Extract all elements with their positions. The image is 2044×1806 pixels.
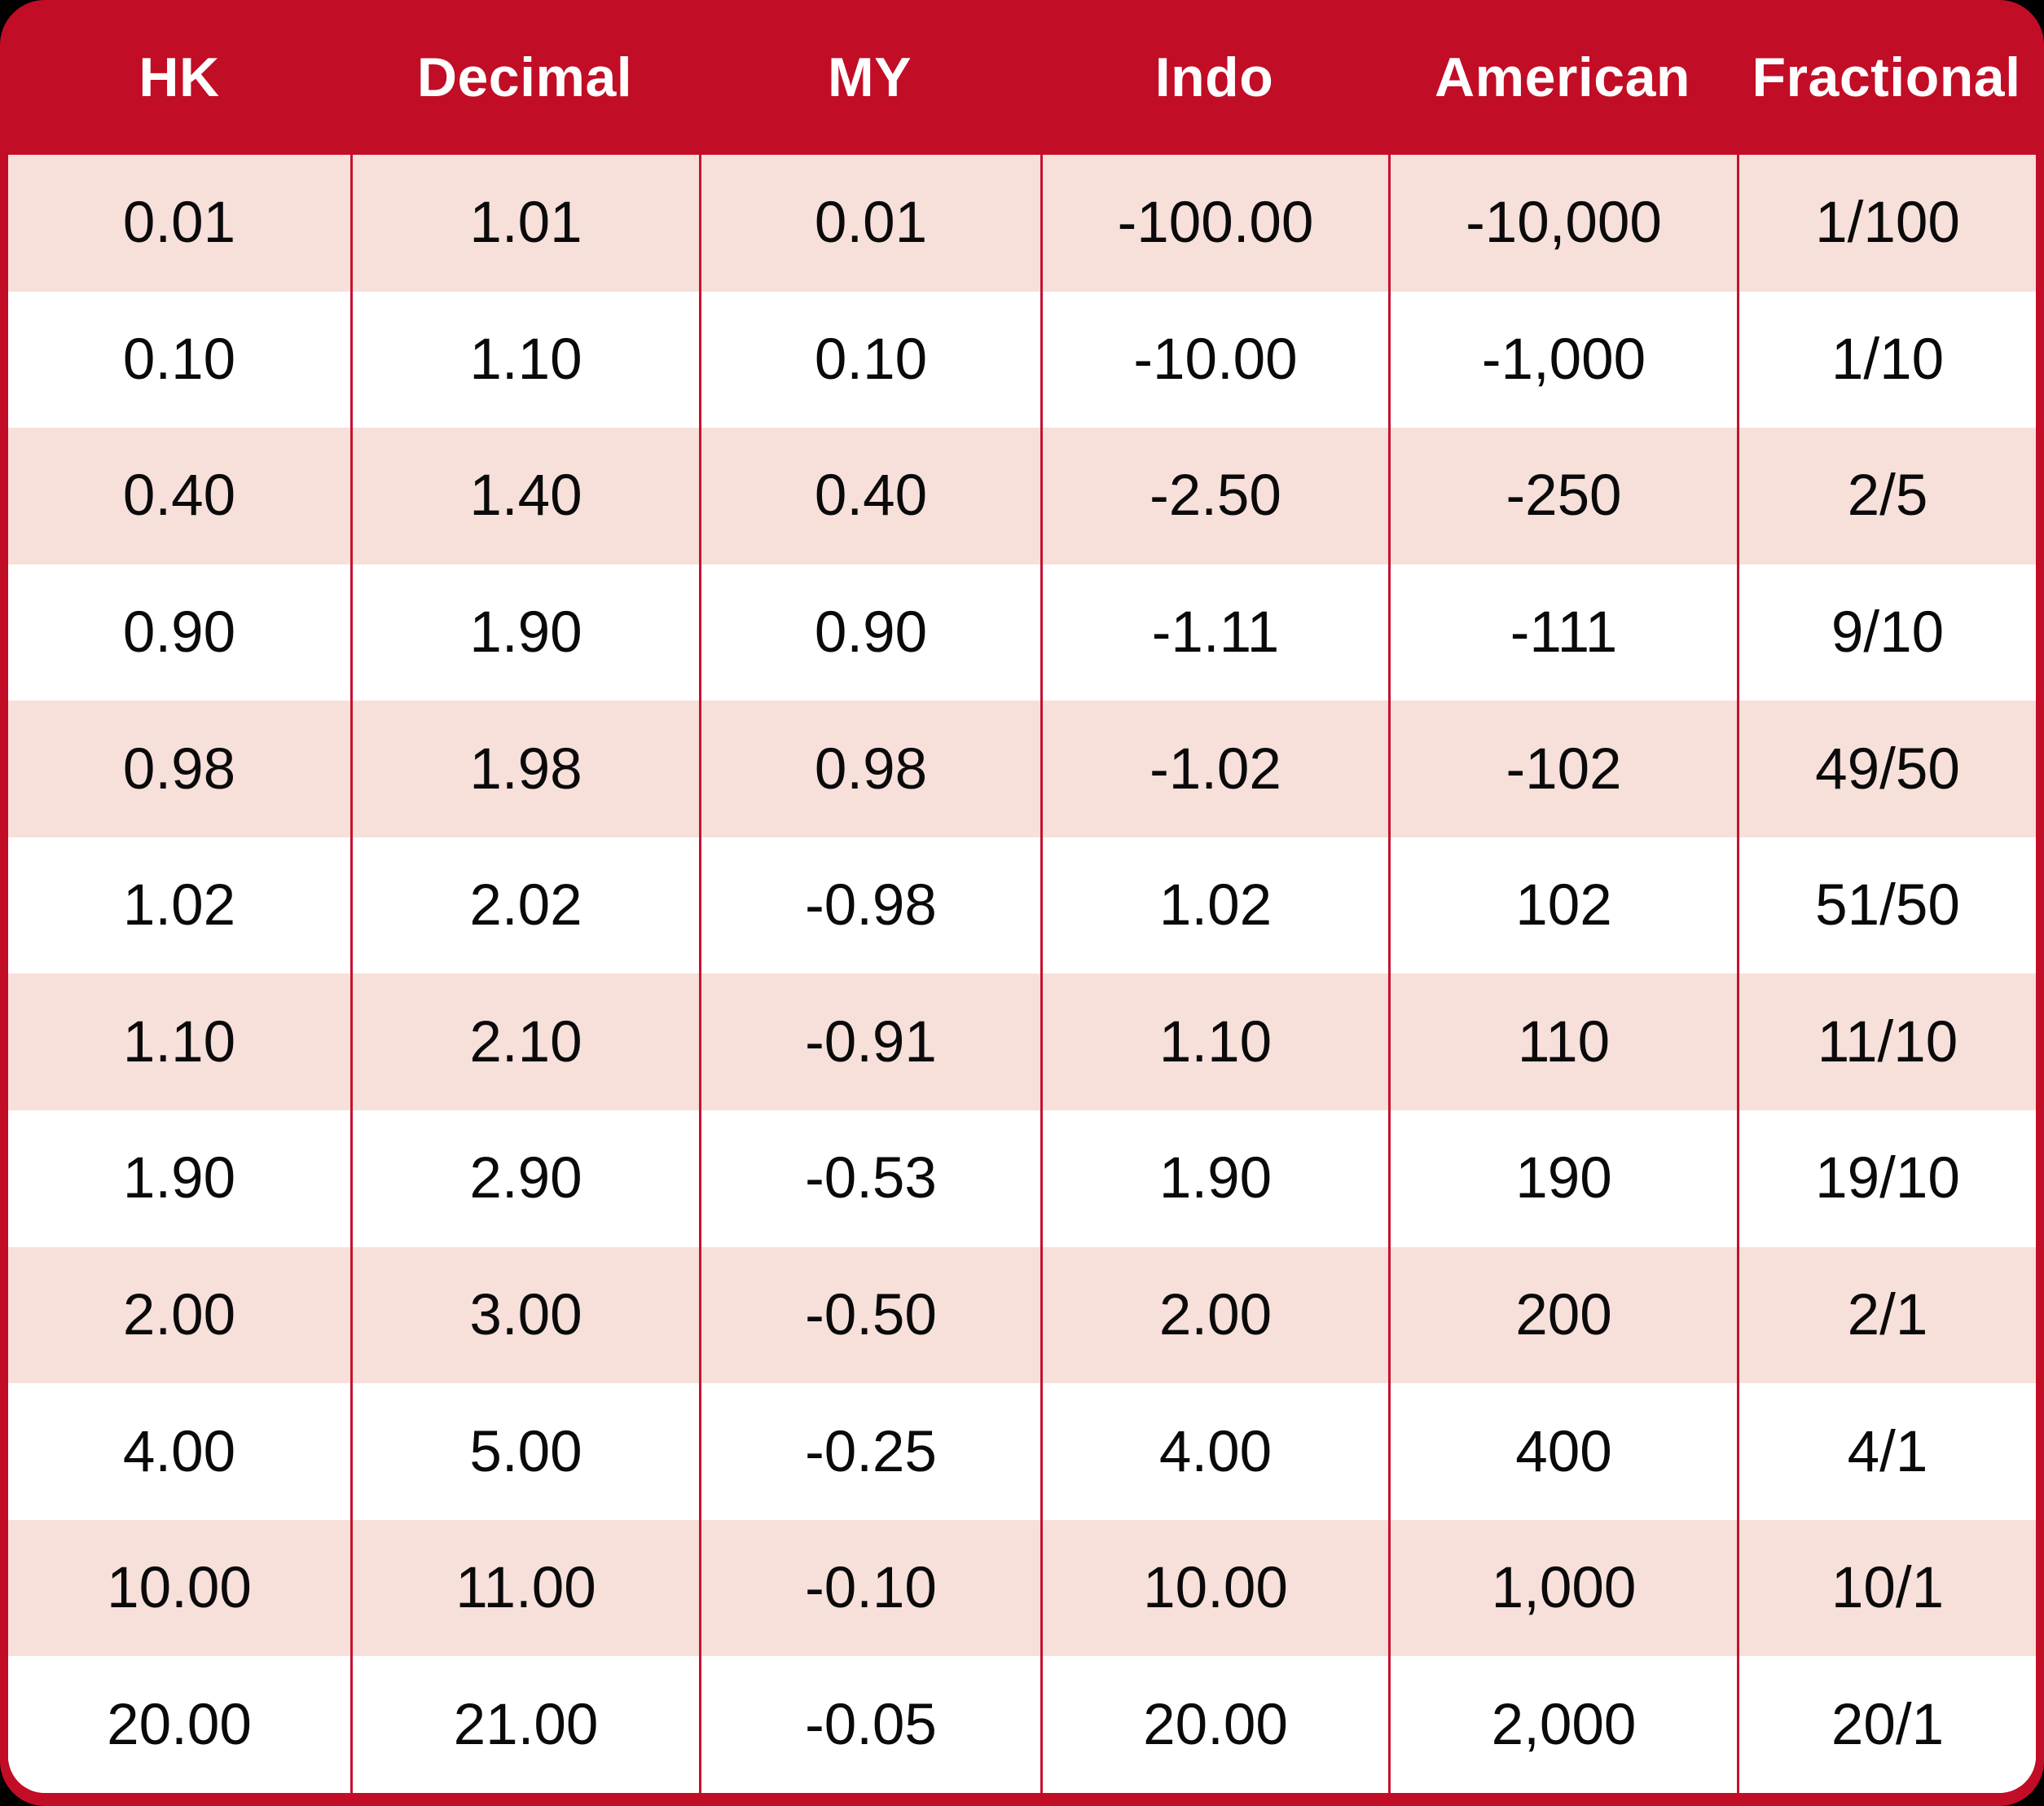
table-cell: 102 (1388, 837, 1737, 974)
table-cell: 2/5 (1737, 428, 2036, 565)
table-row (8, 155, 2036, 292)
table-cell: 1.90 (350, 565, 699, 701)
table-cell: 0.98 (699, 701, 1040, 837)
table-row (8, 292, 2036, 428)
table-row (8, 1520, 2036, 1657)
table-cell: 1.10 (1040, 973, 1388, 1110)
table-cell: 4/1 (1737, 1383, 2036, 1520)
table-cell: 1/100 (1737, 155, 2036, 292)
table-cell: 1.01 (350, 155, 699, 292)
table-cell: 21.00 (350, 1656, 699, 1793)
table-cell: 400 (1388, 1383, 1737, 1520)
table-cell: 0.01 (699, 155, 1040, 292)
table-cell: 0.01 (122, 191, 236, 256)
table-cell: 1.98 (350, 701, 699, 837)
table-cell: 0.10 (699, 292, 1040, 428)
table-body (8, 155, 2036, 1793)
table-cell: 2.00 (122, 1282, 236, 1347)
table-cell: 2,000 (1388, 1656, 1737, 1793)
table-cell: 0.10 (122, 327, 236, 392)
table-cell: 20/1 (1737, 1656, 2036, 1793)
table-cell: -0.53 (699, 1110, 1040, 1247)
column-header-indo: Indo (1154, 46, 1274, 108)
table-cell: 1/10 (1737, 292, 2036, 428)
table-cell: -111 (1388, 565, 1737, 701)
column-header-decimal: Decimal (416, 46, 633, 108)
table-row (8, 1656, 2036, 1793)
table-cell: -0.05 (699, 1656, 1040, 1793)
table-cell: 20.00 (1040, 1656, 1388, 1793)
table-cell: 1,000 (1388, 1520, 1737, 1657)
table-cell: -1,000 (1388, 292, 1737, 428)
table-cell: 11/10 (1737, 973, 2036, 1110)
column-header-american: American (1435, 46, 1690, 108)
table-cell: 11.00 (350, 1520, 699, 1657)
table-row (8, 1383, 2036, 1520)
table-cell: 2.02 (350, 837, 699, 974)
table-cell: -0.91 (699, 973, 1040, 1110)
table-cell: -10.00 (1040, 292, 1388, 428)
table-cell: 0.90 (122, 600, 236, 666)
table-cell: 4.00 (1040, 1383, 1388, 1520)
table-cell: 2/1 (1737, 1247, 2036, 1384)
table-cell: 1.02 (122, 873, 236, 938)
table-cell: 10.00 (1040, 1520, 1388, 1657)
table-cell: 20.00 (107, 1692, 252, 1757)
table-cell: 2.00 (1040, 1247, 1388, 1384)
table-cell: 1.10 (350, 292, 699, 428)
table-cell: -0.10 (699, 1520, 1040, 1657)
table-cell: -0.98 (699, 837, 1040, 974)
column-header-hk: HK (138, 46, 220, 108)
table-row (8, 837, 2036, 974)
table-cell: -102 (1388, 701, 1737, 837)
table-cell: 2.90 (350, 1110, 699, 1247)
table-cell: 5.00 (350, 1383, 699, 1520)
table-row (8, 973, 2036, 1110)
table-cell: 51/50 (1737, 837, 2036, 974)
table-cell: 0.98 (122, 736, 236, 802)
table-cell: -2.50 (1040, 428, 1388, 565)
table-cell: 1.90 (122, 1146, 236, 1211)
table-cell: -250 (1388, 428, 1737, 565)
table-cell: 0.90 (699, 565, 1040, 701)
column-header-my: MY (828, 46, 912, 108)
table-cell: 10/1 (1737, 1520, 2036, 1657)
column-header-fractional: Fractional (1752, 46, 2021, 108)
table-row (8, 428, 2036, 565)
table-row (8, 1247, 2036, 1384)
table-cell: -10,000 (1388, 155, 1737, 292)
table-cell: 1.40 (350, 428, 699, 565)
table-cell: -1.11 (1040, 565, 1388, 701)
table-cell: 1.02 (1040, 837, 1388, 974)
table-cell: 0.40 (122, 464, 236, 529)
table-cell: 190 (1388, 1110, 1737, 1247)
table-header (8, 0, 2036, 155)
table-cell: -1.02 (1040, 701, 1388, 837)
table-cell: 19/10 (1737, 1110, 2036, 1247)
table-cell: -100.00 (1040, 155, 1388, 292)
table-row (8, 565, 2036, 701)
table-cell: 49/50 (1737, 701, 2036, 837)
table-cell: 4.00 (122, 1419, 236, 1484)
table-cell: -0.50 (699, 1247, 1040, 1384)
table-cell: 3.00 (350, 1247, 699, 1384)
table-cell: 0.40 (699, 428, 1040, 565)
table-row (8, 1110, 2036, 1247)
table-cell: 1.90 (1040, 1110, 1388, 1247)
table-row (8, 701, 2036, 837)
table-cell: -0.25 (699, 1383, 1040, 1520)
table-cell: 200 (1388, 1247, 1737, 1384)
table-cell: 9/10 (1737, 565, 2036, 701)
table-cell: 110 (1388, 973, 1737, 1110)
table-cell: 1.10 (122, 1009, 236, 1074)
table-cell: 10.00 (107, 1556, 252, 1621)
table-cell: 2.10 (350, 973, 699, 1110)
